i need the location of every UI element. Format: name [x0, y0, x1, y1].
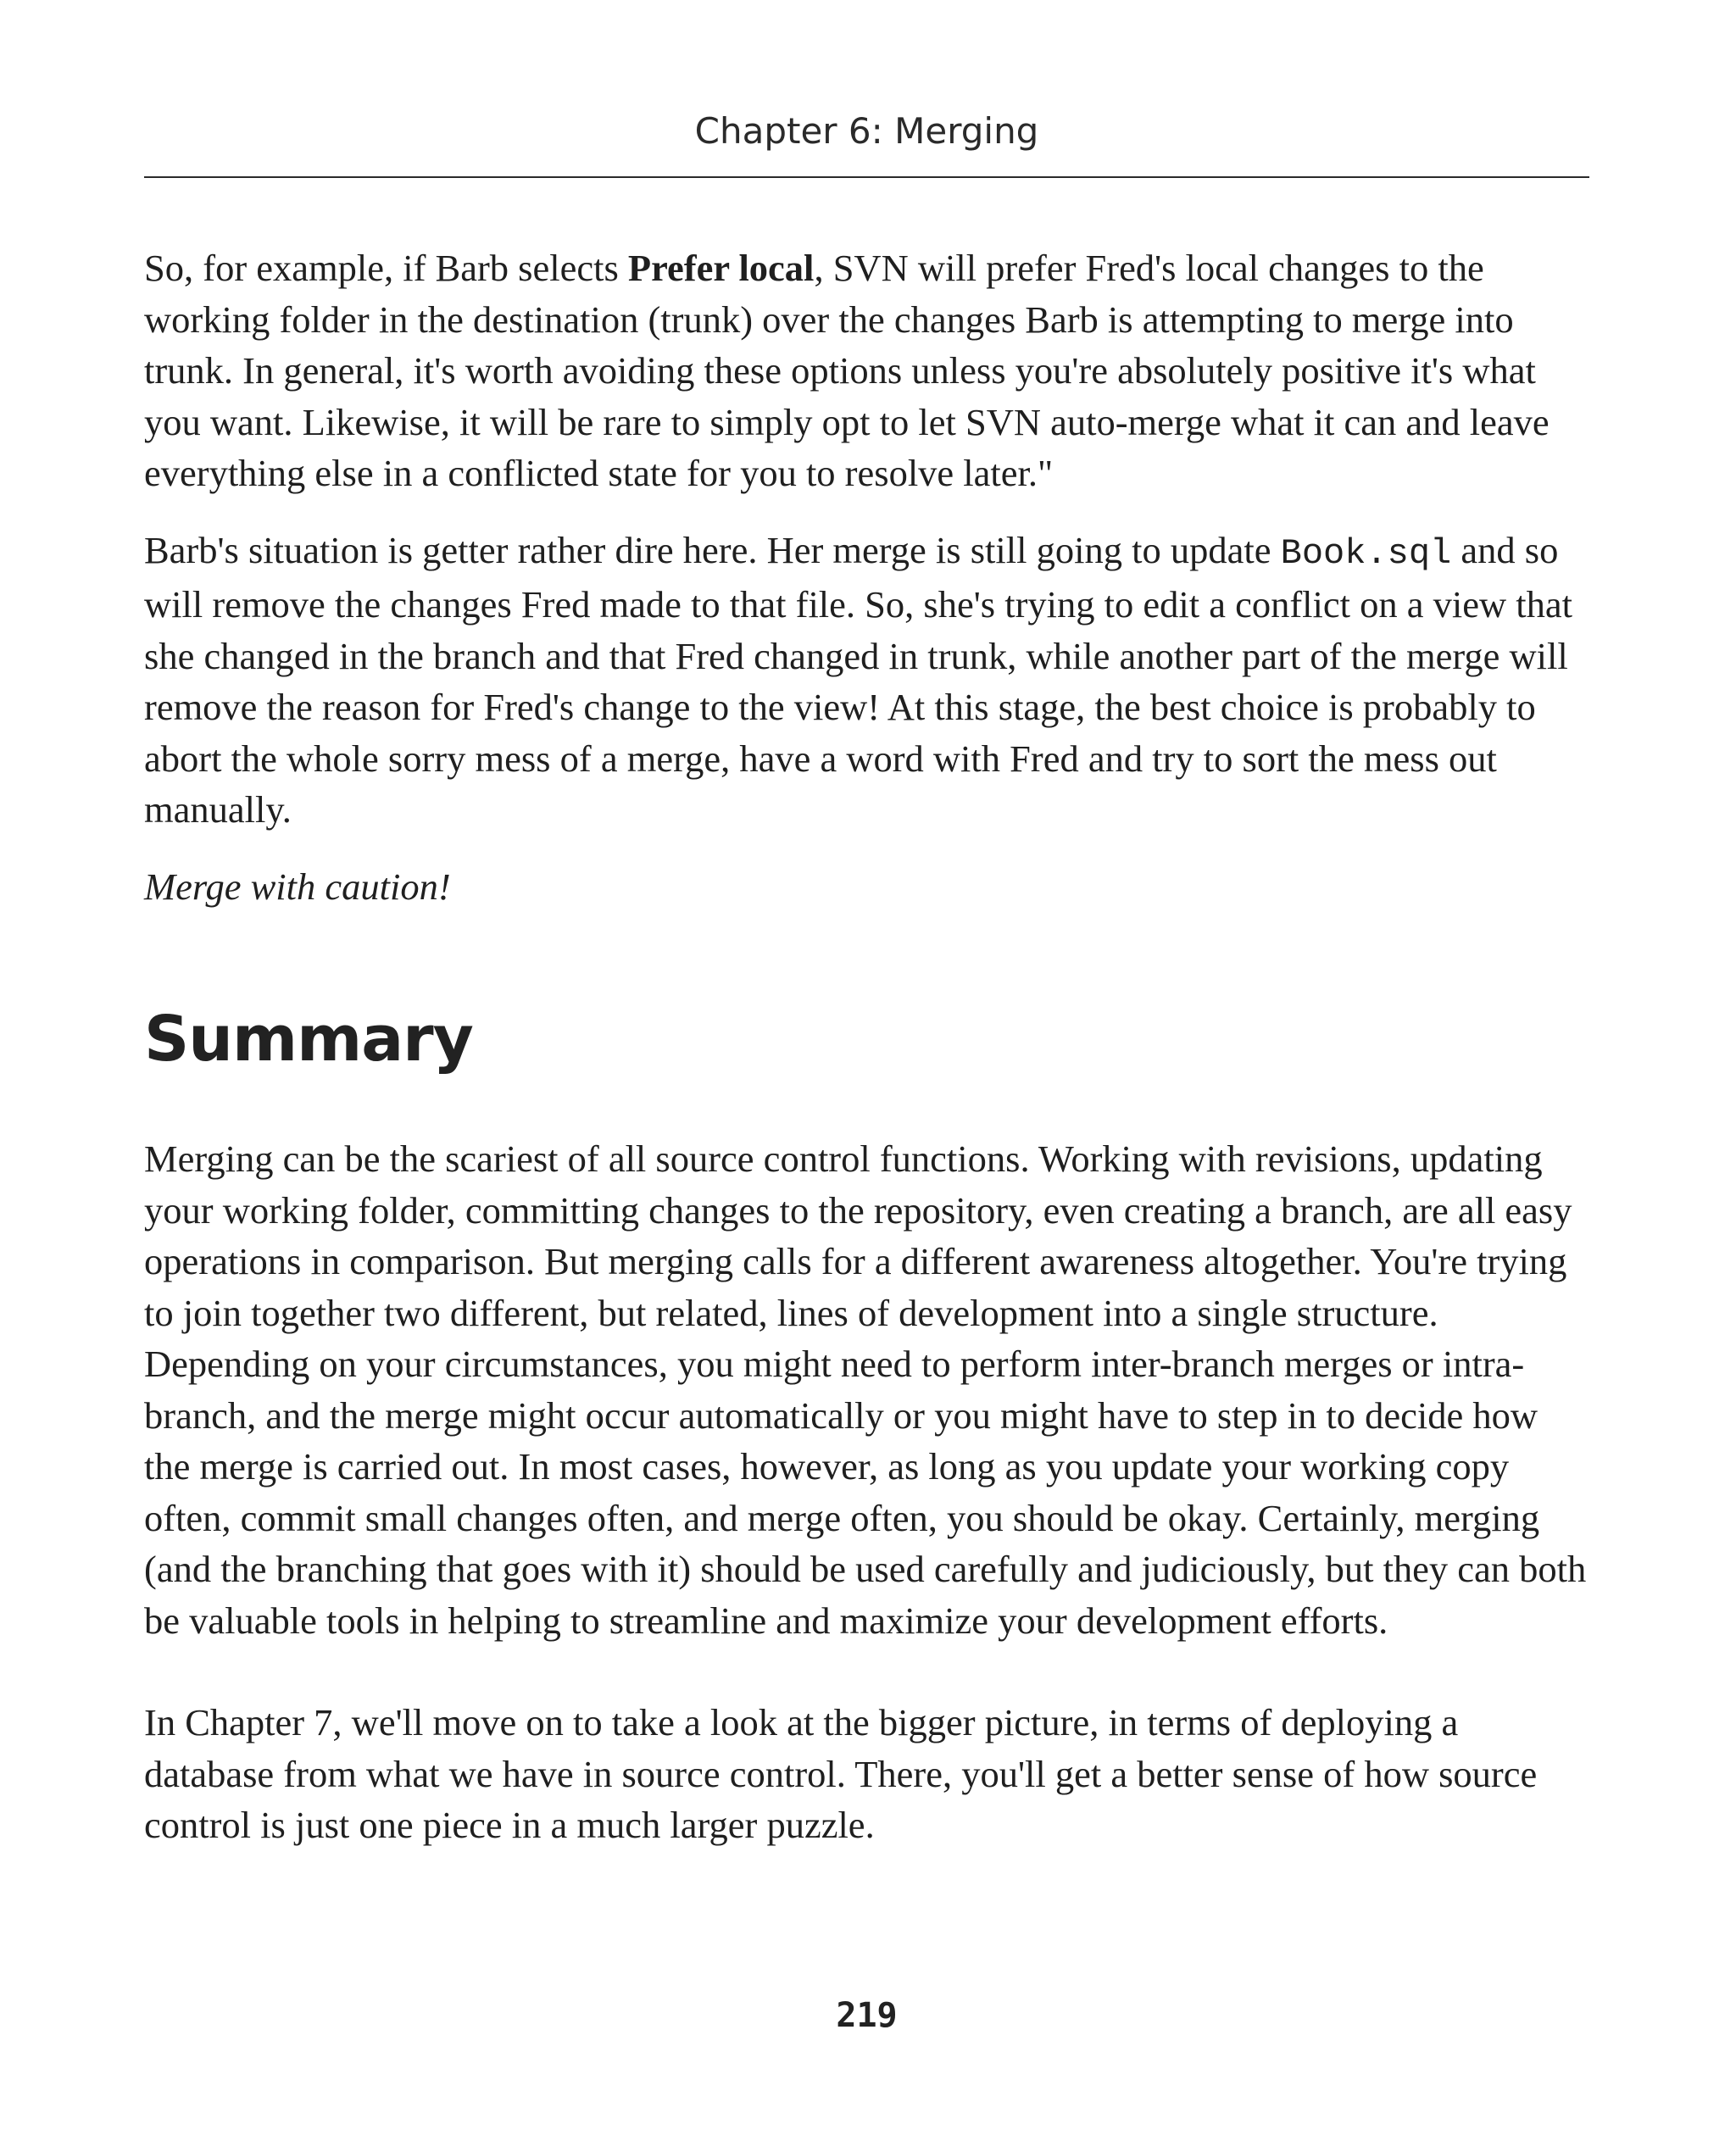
page-number: 219 — [836, 1996, 898, 2035]
barb-situation-text-before: Barb's situation is getter rather dire here. Her merge is still going to update — [144, 528, 1281, 571]
prefer-local-option: Prefer local — [627, 247, 815, 289]
prefer-local-text-before: So, for example, if Barb selects — [144, 247, 628, 289]
merge-caution-note: Merge with caution! — [144, 865, 451, 908]
summary-paragraph-1: Merging can be the scariest of all source control functions. Working with revisions, updating your working folder, committing changes to the repository, even creating a branch, are all easy operations in comparison. But merging calls for a different awareness altogether. You're trying to join together two different, but related, lines of development into a single structure. Depending on your circumstances, you might need to perform inter-branch merges or intra-branch, and the merge might occur automatically or you might have to step in to decide how the merge is carried out. In most cases, however, as long as you update your working copy often, commit small changes often, and merge often, you should be okay. Certainly, merging (and the branching that goes with it) should be used carefully and judiciously, but they can both be valuable tools in helping to streamline and maximize your development efforts. — [144, 1137, 1587, 1642]
running-header: Chapter 6: Merging — [694, 110, 1039, 152]
prefer-local-text-after: , SVN will prefer Fred's local changes to the working folder in the destination (trunk) over the changes Barb is attempting to merge into trunk. In general, it's worth avoiding these options unless you're absolutely positive it's what you want. Likewise, it will be rare to simply opt to let SVN auto-merge what it can and leave everything else in a conflicted state for you to resolve later." — [144, 247, 1550, 494]
summary-heading: Summary — [144, 1003, 473, 1076]
book-sql-filename: Book.sql — [1280, 532, 1452, 574]
summary-paragraph-2: In Chapter 7, we'll move on to take a look at the bigger picture, in terms of deploying a database from what we have in source control. There, you'll get a better sense of how source control is just one piece in a much larger puzzle. — [144, 1701, 1538, 1847]
header-rule — [144, 176, 1589, 178]
body-paragraph-barb-situation — [144, 525, 1589, 836]
body-paragraph-prefer-local — [144, 242, 1589, 499]
barb-situation-text-after: and so will remove the changes Fred made to that file. So, she's trying to edit a conflict on a view that she changed in the branch and that Fred changed in trunk, while another part of the merge will remove the reason for Fred's change to the view! At this stage, the best choice is probably to abort the whole sorry mess of a merge, have a word with Fred and try to sort the mess out manually. — [144, 528, 1572, 831]
book-page — [144, 0, 1589, 2141]
page-content — [144, 242, 1589, 1877]
